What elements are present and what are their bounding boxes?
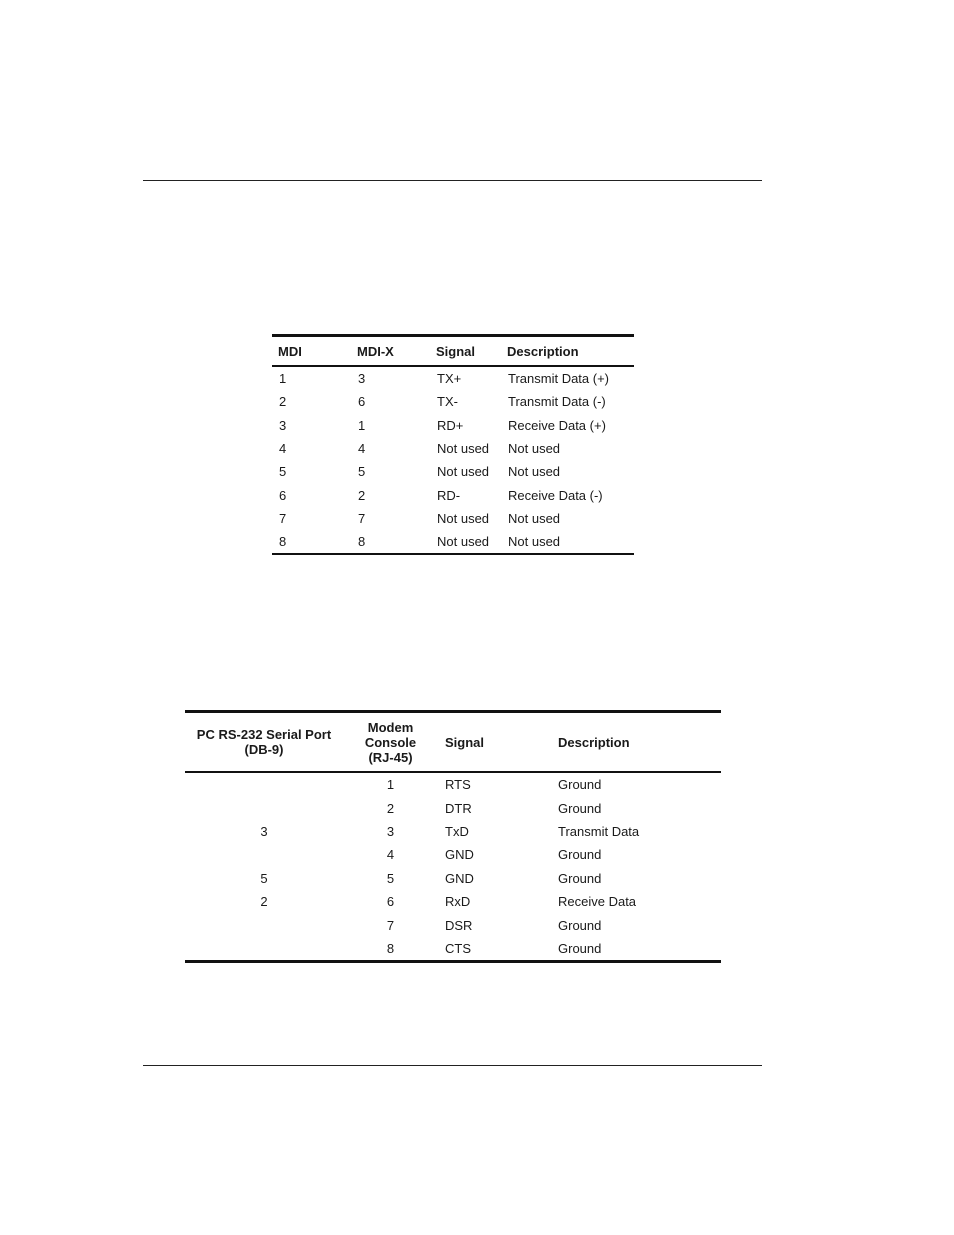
mdi-cell: 7 [279, 510, 287, 526]
description-cell: Not used [508, 534, 561, 550]
modem-console-cell: 1 [386, 777, 395, 793]
signal-cell: RD- [437, 487, 461, 503]
signal-cell: TX- [437, 394, 458, 410]
table-header-row [272, 336, 634, 367]
signal-cell: CTS [445, 940, 471, 956]
mdi-pinout-table [272, 334, 634, 555]
table-row [185, 843, 721, 866]
mdi-x-cell: 3 [358, 371, 366, 387]
modem-console-cell: 5 [386, 870, 395, 886]
mdi-x-cell: 5 [358, 464, 366, 480]
mdi-cell: 6 [279, 487, 287, 503]
table-row [185, 796, 721, 819]
column-header-modem-console [343, 712, 438, 773]
pc-port-cell: 5 [260, 870, 268, 886]
mdi-x-cell: 8 [358, 534, 366, 550]
pc-port-header-line: PC RS-232 Serial Port [196, 727, 332, 742]
signal-cell: DTR [445, 800, 472, 816]
table-row [272, 483, 634, 506]
modem-console-header-line: Modem [367, 719, 414, 735]
mdi-cell: 1 [279, 371, 287, 387]
modem-console-cell: 6 [386, 894, 395, 910]
signal-cell: RD+ [437, 417, 464, 433]
signal-cell: Not used [437, 464, 490, 480]
signal-cell: Not used [437, 441, 490, 457]
description-cell: Ground [558, 800, 602, 816]
column-header-description: Description [555, 712, 721, 773]
mdi-cell: 2 [279, 394, 287, 410]
description-cell: Ground [558, 777, 602, 793]
modem-console-header-line: Console [364, 734, 417, 750]
column-header-mdi-x: MDI-X [351, 336, 430, 367]
description-cell: Receive Data (+) [508, 417, 606, 433]
description-cell: Not used [508, 441, 561, 457]
description-cell: Ground [558, 870, 602, 886]
table-row [185, 913, 721, 936]
modem-console-cell: 2 [386, 800, 395, 816]
description-cell: Transmit Data (+) [508, 371, 610, 387]
signal-cell: TX+ [437, 371, 462, 387]
table-header-row [185, 712, 721, 773]
description-cell: Ground [558, 917, 602, 933]
footer-rule [143, 1065, 762, 1066]
pc-port-cell [185, 772, 343, 796]
description-cell: Not used [508, 510, 561, 526]
description-cell: Receive Data [558, 894, 637, 910]
pc-port-cell [185, 796, 343, 819]
mdi-x-cell: 1 [358, 417, 366, 433]
pc-port-cell [185, 937, 343, 962]
column-header-description: Description [501, 336, 634, 367]
table-row [272, 530, 634, 554]
pc-port-header-line: (DB-9) [244, 742, 284, 757]
pc-port-cell [185, 913, 343, 936]
modem-console-cell: 7 [386, 917, 395, 933]
column-header-signal: Signal [438, 712, 555, 773]
mdi-cell: 5 [279, 464, 287, 480]
mdi-cell: 4 [279, 441, 287, 457]
table-row [185, 867, 721, 890]
signal-cell: RTS [445, 777, 471, 793]
column-header-pc-port [185, 712, 343, 773]
modem-console-cell: 3 [386, 823, 395, 839]
modem-console-cell: 4 [386, 847, 395, 863]
signal-cell: GND [445, 847, 474, 863]
pc-port-cell [185, 843, 343, 866]
table-row [185, 890, 721, 913]
description-cell: Not used [508, 464, 561, 480]
mdi-x-cell: 2 [358, 487, 366, 503]
description-cell: Transmit Data [558, 823, 640, 839]
mdi-cell: 3 [279, 417, 287, 433]
signal-cell: GND [445, 870, 474, 886]
signal-cell: Not used [437, 534, 490, 550]
table-row [185, 820, 721, 843]
description-cell: Ground [558, 940, 602, 956]
mdi-cell: 8 [279, 534, 287, 550]
table-row [272, 507, 634, 530]
header-rule [143, 180, 762, 181]
mdi-x-cell: 6 [358, 394, 366, 410]
table-row [272, 414, 634, 437]
table-row [185, 937, 721, 962]
description-cell: Receive Data (-) [508, 487, 603, 503]
column-header-mdi: MDI [272, 336, 351, 367]
modem-console-cell: 8 [386, 940, 395, 956]
mdi-x-cell: 4 [358, 441, 366, 457]
column-header-signal: Signal [430, 336, 501, 367]
description-cell: Ground [558, 847, 602, 863]
signal-cell: TxD [445, 823, 469, 839]
signal-cell: Not used [437, 510, 490, 526]
mdi-x-cell: 7 [358, 510, 366, 526]
table-row [272, 460, 634, 483]
table-row [185, 772, 721, 796]
table-row [272, 437, 634, 460]
signal-cell: RxD [445, 894, 471, 910]
description-cell: Transmit Data (-) [508, 394, 606, 410]
pc-port-cell: 2 [260, 894, 268, 910]
pc-port-cell: 3 [260, 823, 268, 839]
table-row [272, 366, 634, 390]
modem-console-header-line: (RJ-45) [368, 749, 413, 765]
signal-cell: DSR [445, 917, 473, 933]
console-pinout-table [185, 710, 721, 963]
table-row [272, 390, 634, 413]
